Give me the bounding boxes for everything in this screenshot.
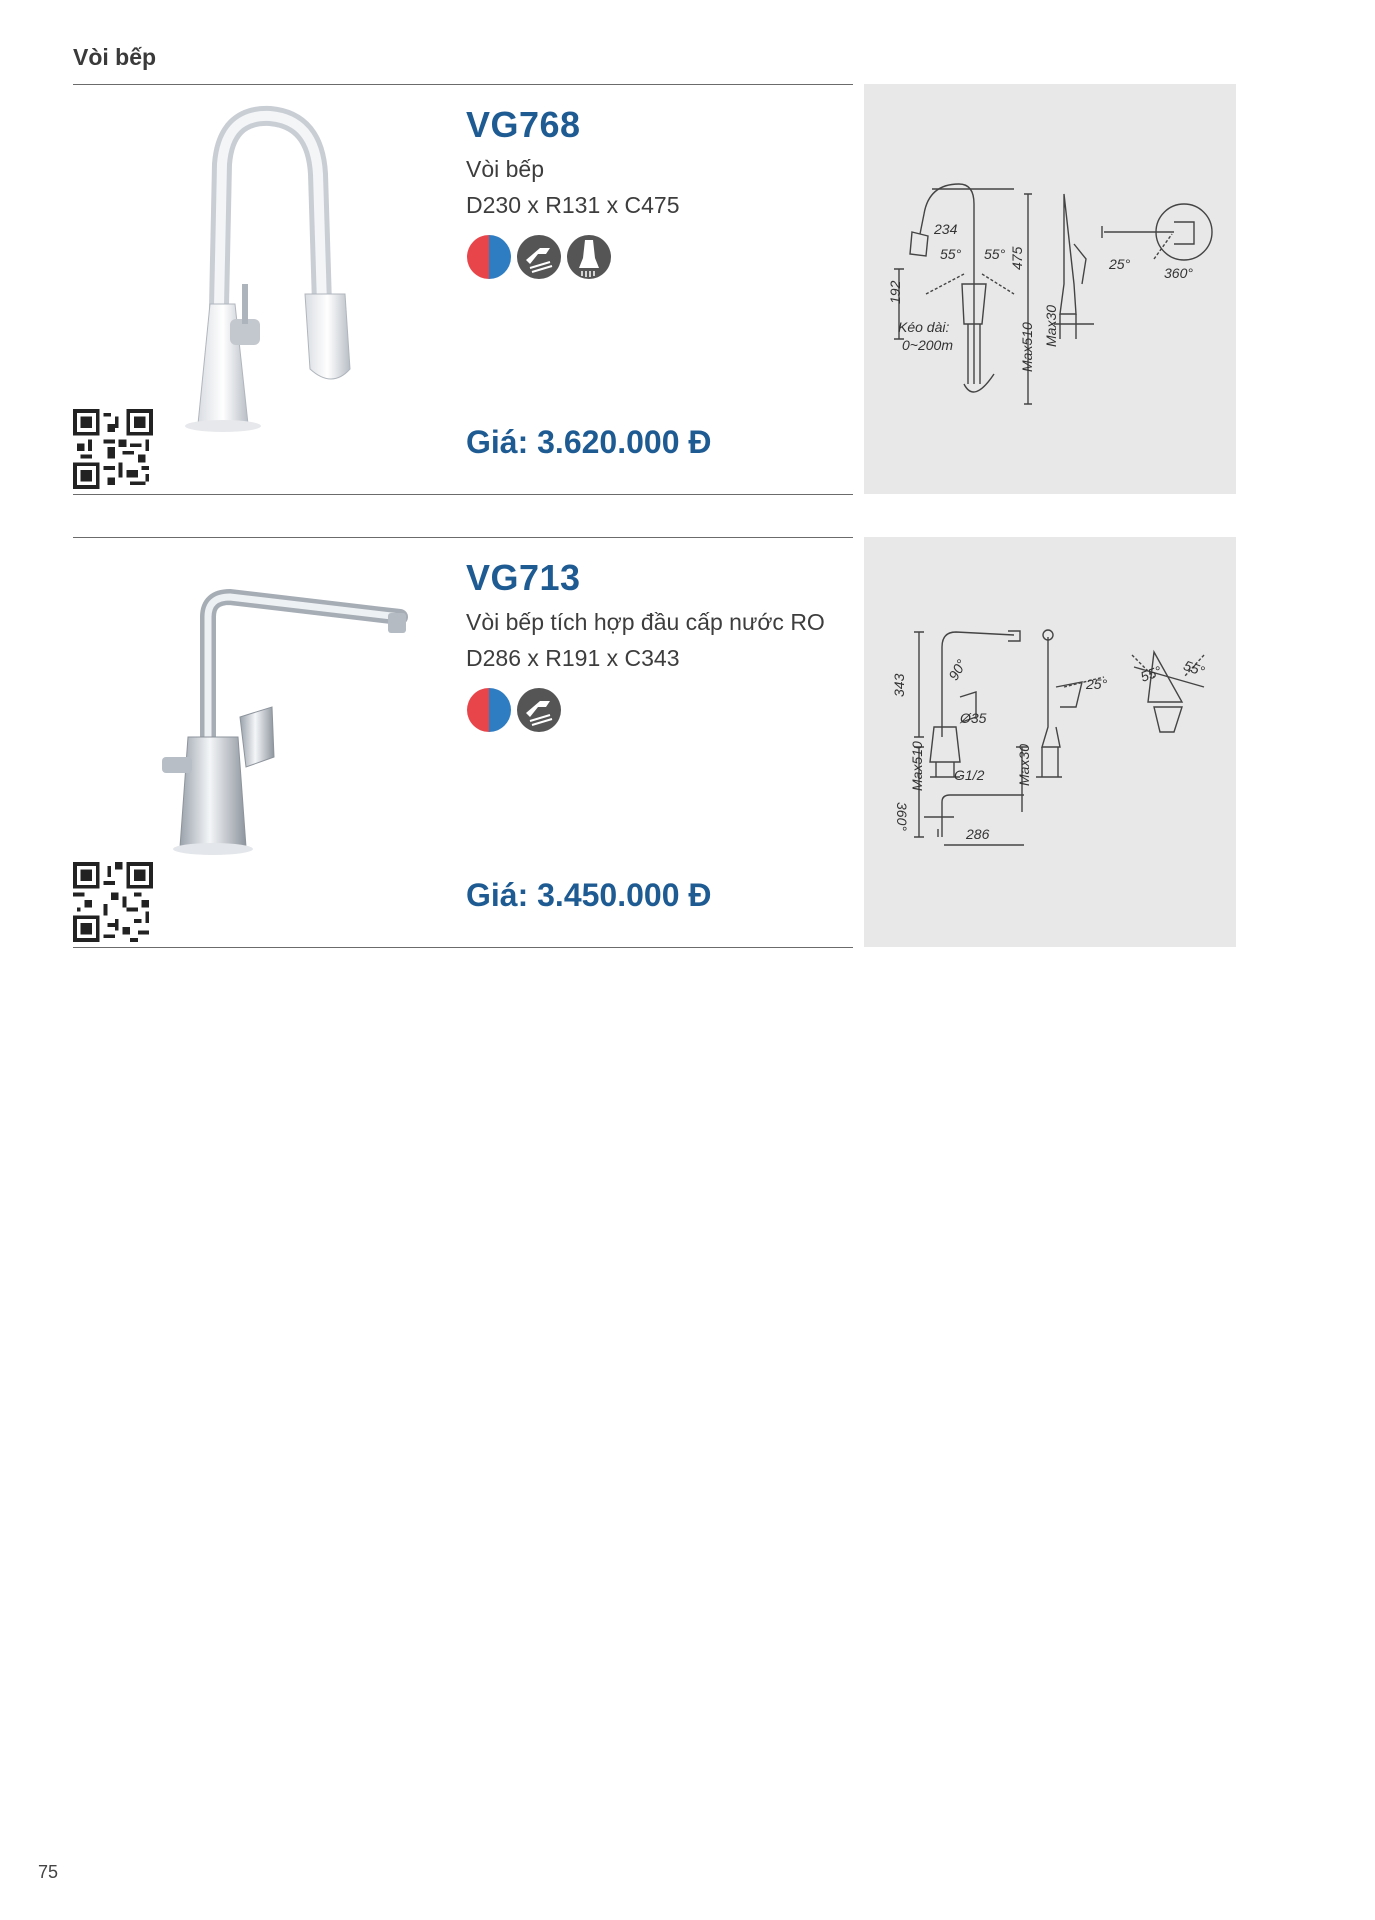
drawing-label: 55°: [1181, 657, 1207, 680]
feature-icons: [466, 687, 562, 733]
drawing-label: 25°: [1109, 256, 1131, 272]
drawing-label: 192: [887, 280, 903, 304]
divider: [73, 947, 853, 948]
spray-hand-icon: [516, 234, 562, 280]
divider: [73, 494, 853, 495]
drawing-label: 0~200m: [902, 337, 953, 353]
product-card-vg713: [0, 537, 1375, 947]
hot-cold-icon: [466, 234, 512, 280]
drawing-label: Max510: [1019, 322, 1035, 372]
spray-hand-icon: [516, 687, 562, 733]
faucet-photo-vg768: [150, 104, 440, 434]
feature-icons: [466, 234, 612, 280]
pull-down-head-icon: [566, 234, 612, 280]
product-price: Giá: 3.620.000 Đ: [466, 424, 712, 460]
drawing-label: 25°: [1086, 676, 1108, 692]
qr-code: [73, 409, 153, 489]
drawing-label: Kéo dài:: [898, 319, 950, 335]
drawing-label: Max30: [1016, 743, 1032, 786]
product-description: Vòi bếp: [466, 156, 545, 182]
technical-drawing-vg768: [864, 84, 1236, 494]
drawing-label: Max30: [1043, 304, 1059, 347]
drawing-label: 55°: [1138, 662, 1164, 685]
section-title: Vòi bếp: [73, 44, 157, 70]
page-number: 75: [38, 1862, 59, 1882]
technical-drawing-vg713: [864, 537, 1236, 947]
hot-cold-icon: [466, 687, 512, 733]
product-price: Giá: 3.450.000 Đ: [466, 877, 712, 913]
drawing-label: Max510: [909, 741, 925, 791]
drawing-label: 55°: [940, 246, 962, 262]
drawing-label: 286: [966, 826, 990, 842]
drawing-label: 360°: [1164, 265, 1193, 281]
drawing-label: 90°: [945, 656, 970, 683]
product-dimensions: D286 x R191 x C343: [466, 645, 680, 671]
faucet-photo-vg713: [150, 557, 440, 887]
product-model: VG768: [466, 104, 581, 145]
drawing-label: Ø35: [960, 710, 987, 726]
product-description: Vòi bếp tích hợp đầu cấp nước RO: [466, 609, 825, 635]
product-card-vg768: [0, 84, 1375, 494]
drawing-label: G1/2: [954, 767, 985, 783]
drawing-label: 475: [1009, 246, 1025, 270]
product-model: VG713: [466, 557, 581, 598]
product-dimensions: D230 x R131 x C475: [466, 192, 680, 218]
drawing-label: 343: [891, 673, 907, 697]
qr-code: [73, 862, 153, 942]
drawing-label: 360°: [894, 802, 910, 831]
drawing-label: 55°: [984, 246, 1006, 262]
drawing-label: 234: [934, 221, 958, 237]
